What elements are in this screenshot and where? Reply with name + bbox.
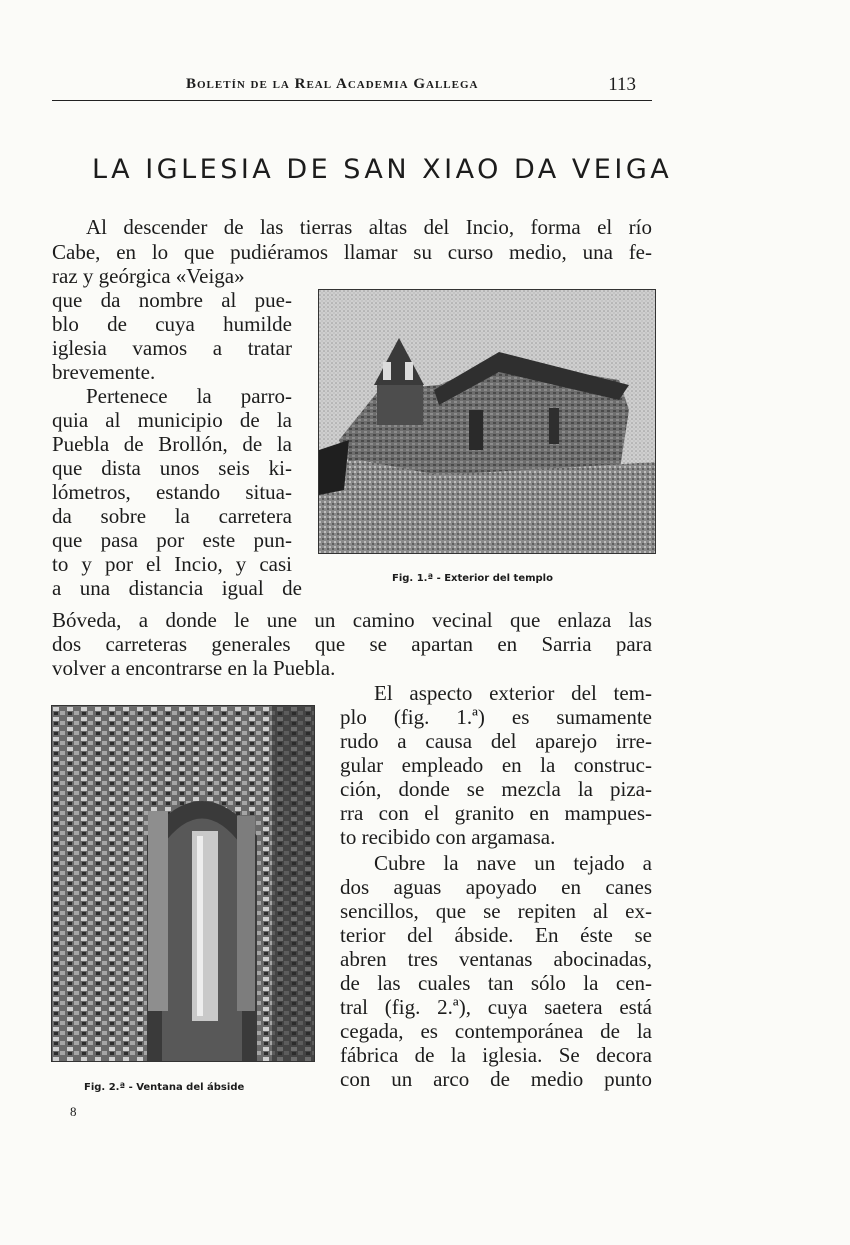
- body-line: Al descender de las tierras altas del Incio, forma el río: [86, 215, 652, 239]
- body-line: Cabe, en lo que pudiéramos llamar su curso medio, una fe-: [52, 240, 652, 264]
- printer-signature: 8: [70, 1104, 77, 1119]
- body-line: rudo a causa del aparejo irre-: [340, 729, 652, 753]
- figure-apse-window: [51, 705, 315, 1062]
- body-line: terior del ábside. En éste se: [340, 923, 652, 947]
- body-line: rra con el granito en mampues-: [340, 801, 652, 825]
- body-line: Puebla de Brollón, de la: [52, 432, 292, 456]
- body-line: que pasa por este pun-: [52, 528, 292, 552]
- body-line: dos carreteras generales que se apartan en Sarria para: [52, 632, 652, 656]
- body-line: quia al municipio de la: [52, 408, 292, 432]
- body-line: El aspecto exterior del tem-: [374, 681, 652, 705]
- body-line: que da nombre al pue-: [52, 288, 292, 312]
- running-title: Boletín de la Real Academia Gallega: [186, 76, 479, 92]
- apse-window-photo: [52, 706, 314, 1061]
- body-line: brevemente.: [52, 360, 156, 384]
- body-line: sencillos, que se repiten al ex-: [340, 899, 652, 923]
- church-exterior-photo: [319, 290, 655, 553]
- page-number: 113: [608, 74, 636, 95]
- body-line: plo (fig. 1.ª) es sumamente: [340, 705, 652, 729]
- body-line: to recibido con argamasa.: [340, 825, 556, 849]
- body-line: da sobre la carretera: [52, 504, 292, 528]
- article-title: LA IGLESIA DE SAN XIAO DA VEIGA: [92, 154, 673, 185]
- running-head: [52, 74, 652, 101]
- body-line: gular empleado en la construc-: [340, 753, 652, 777]
- body-line: Bóveda, a donde le une un camino vecinal que enlaza las: [52, 608, 652, 632]
- body-line: Cubre la nave un tejado a: [374, 851, 652, 875]
- body-line: volver a encontrarse en la Puebla.: [52, 656, 336, 680]
- body-line: lómetros, estando situa-: [52, 480, 292, 504]
- body-line: a una distancia igual de: [52, 576, 302, 600]
- body-line: iglesia vamos a tratar: [52, 336, 292, 360]
- body-line: tral (fig. 2.ª), cuya saetera está: [340, 995, 652, 1019]
- body-line: de las cuales tan sólo la cen-: [340, 971, 652, 995]
- body-line: con un arco de medio punto: [340, 1067, 652, 1091]
- body-line: to y por el Incio, y casi: [52, 552, 292, 576]
- body-line: abren tres ventanas abocinadas,: [340, 947, 652, 971]
- body-line: ción, donde se mezcla la piza-: [340, 777, 652, 801]
- body-line: blo de cuya humilde: [52, 312, 292, 336]
- body-line: dos aguas apoyado en canes: [340, 875, 652, 899]
- body-line: que dista unos seis ki-: [52, 456, 292, 480]
- body-line: Pertenece la parro-: [86, 384, 292, 408]
- body-line: cegada, es contemporánea de la: [340, 1019, 652, 1043]
- body-line: raz y geórgica «Veiga»: [52, 264, 245, 288]
- figure-church-exterior: [318, 289, 656, 554]
- figure-2-caption: Fig. 2.ª - Ventana del ábside: [84, 1082, 245, 1093]
- figure-1-caption: Fig. 1.ª - Exterior del templo: [392, 573, 553, 584]
- body-line: fábrica de la iglesia. Se decora: [340, 1043, 652, 1067]
